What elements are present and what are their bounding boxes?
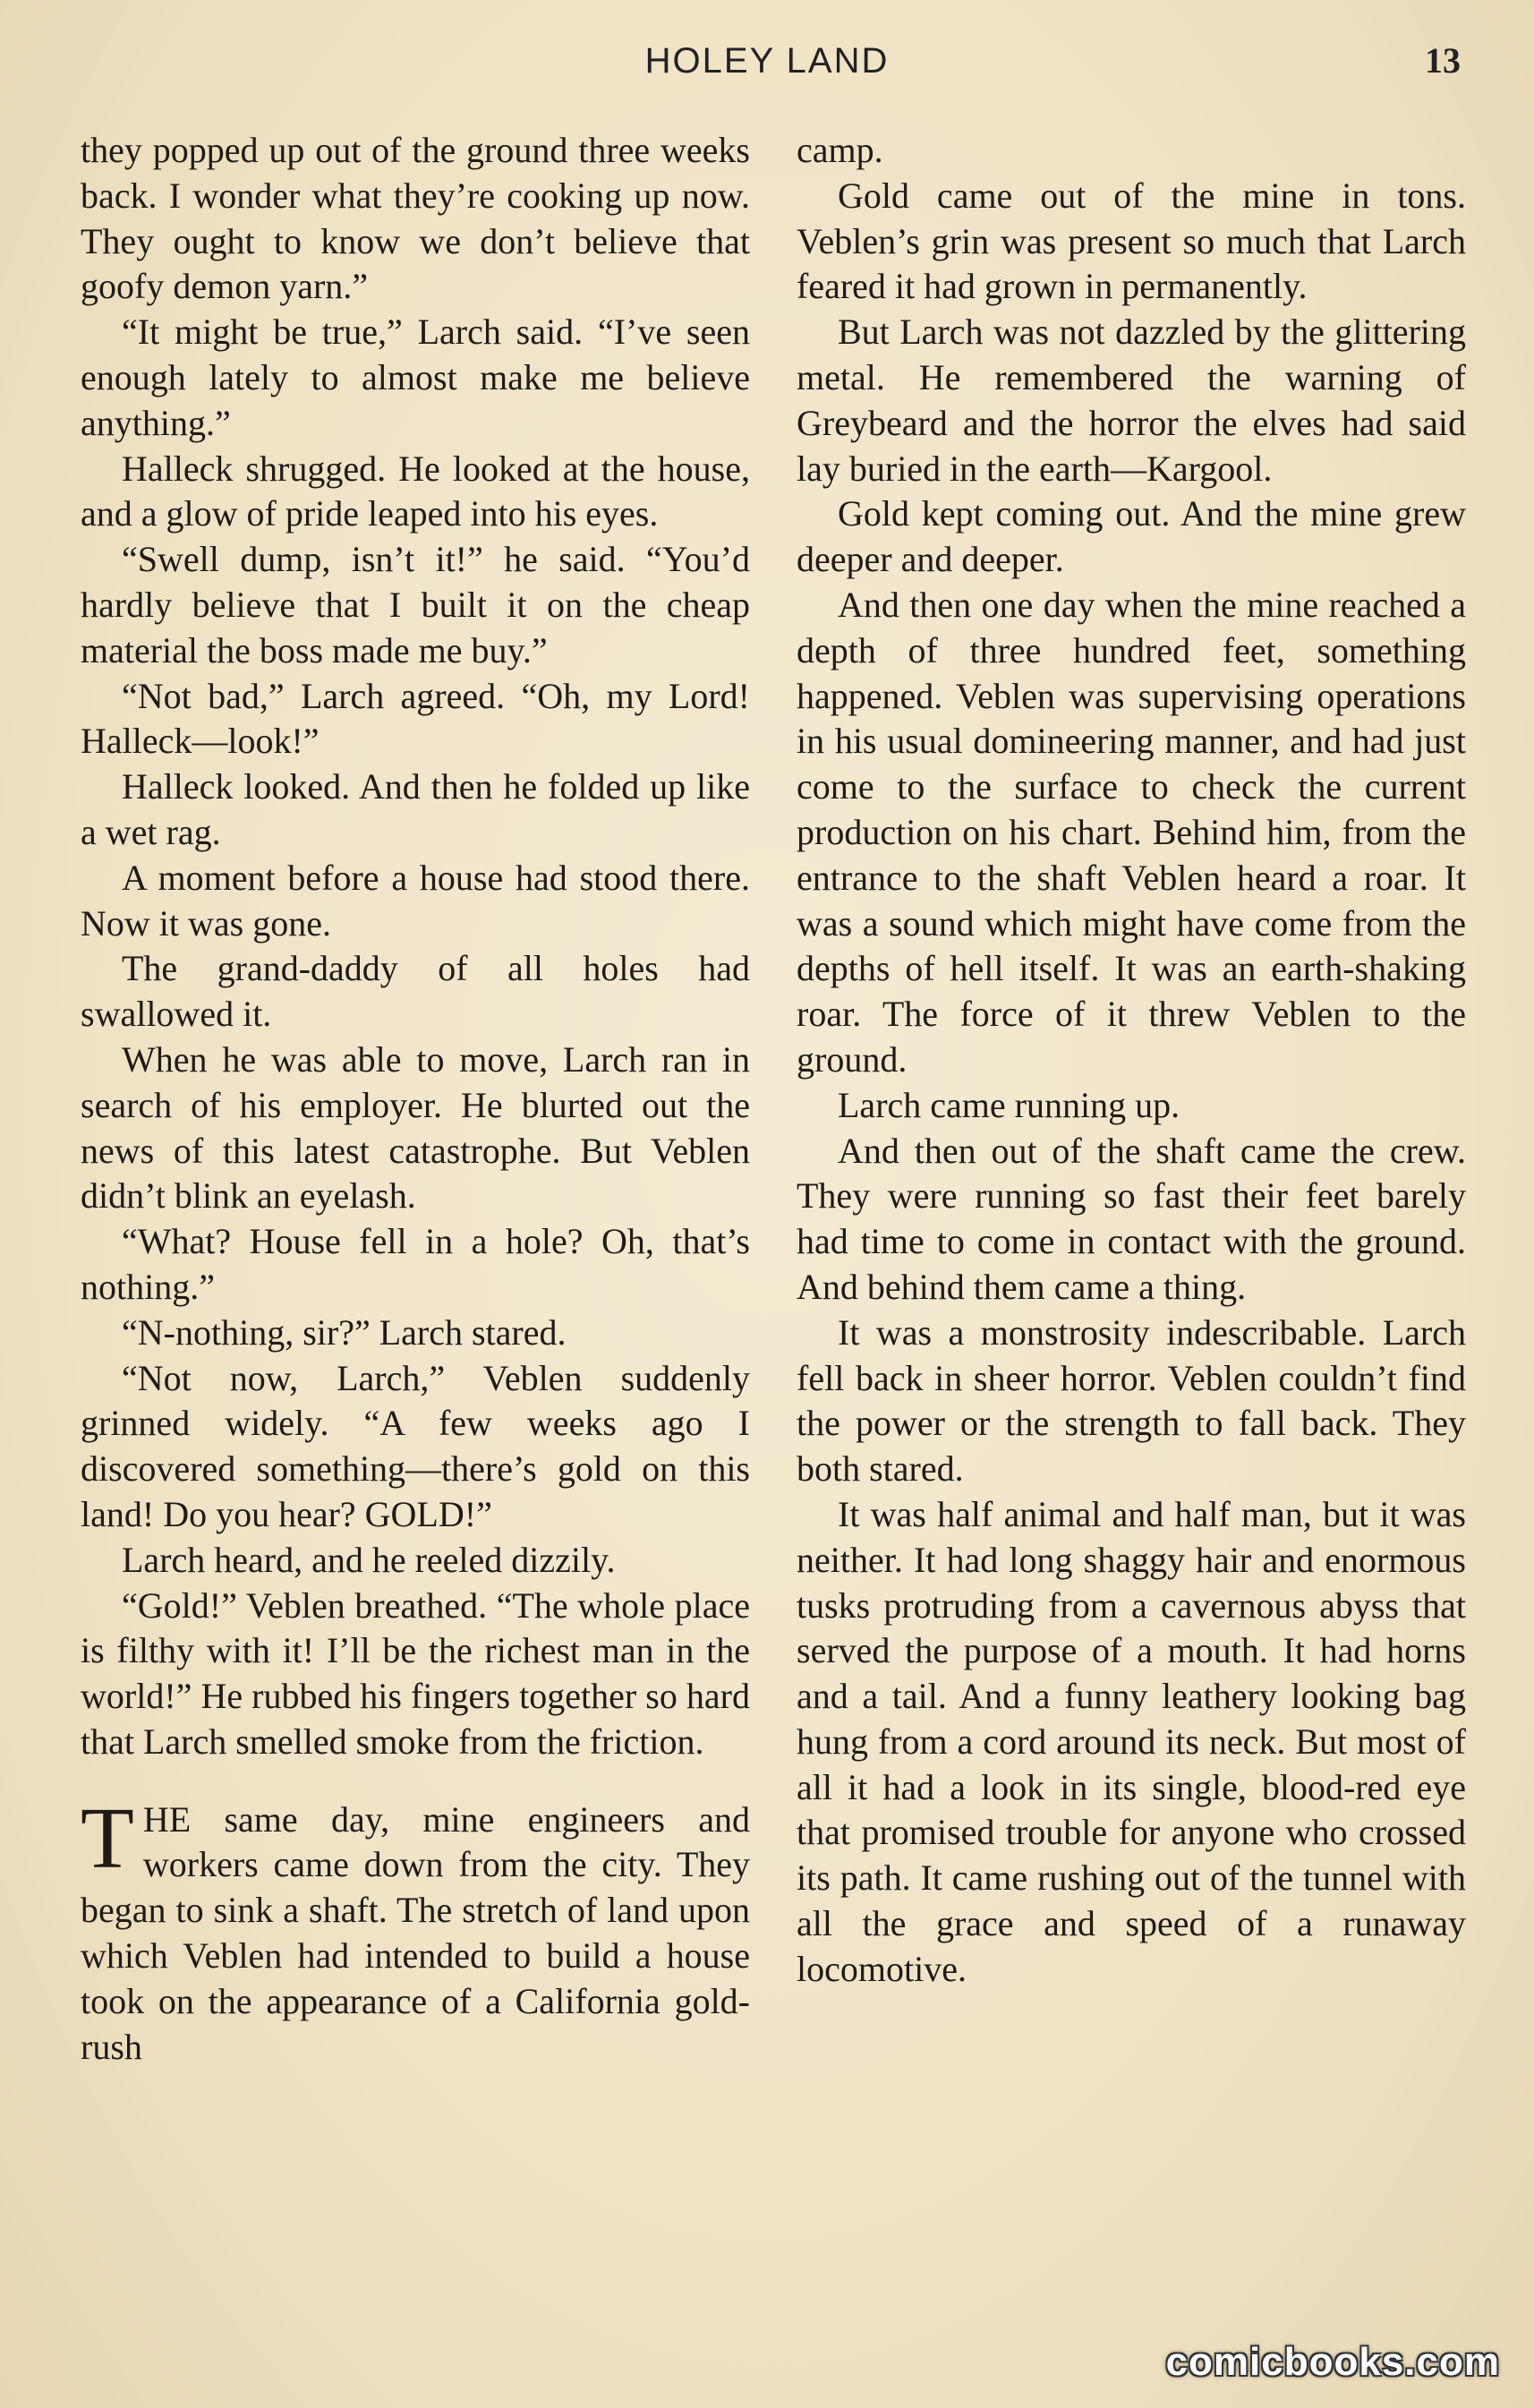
paragraph: “Gold!” Veblen breathed. “The whole place is filthy with it! I’ll be the richest man in the world!” He rubbed his fingers together so hard that Larch smelled smoke from the friction. bbox=[81, 1584, 750, 1762]
paragraph: “Not bad,” Larch agreed. “Oh, my Lord! Halleck—look!” bbox=[81, 675, 750, 762]
paragraph: Gold kept coming out. And the mine grew deeper and deeper. bbox=[797, 493, 1466, 580]
section-opening-paragraph bbox=[81, 1789, 750, 2071]
paragraph: The grand-daddy of all holes had swallowed it. bbox=[81, 948, 750, 1035]
paragraph: But Larch was not dazzled by the glittering metal. He remembered the warning of Greybeard and the horror the elves had said lay buried in the earth—Kargool. bbox=[797, 312, 1466, 489]
paragraph: “It might be true,” Larch said. “I’ve seen enough lately to almost make me believe anything.” bbox=[81, 312, 750, 443]
paragraph: Larch heard, and he reeled dizzily. bbox=[122, 1539, 616, 1580]
paragraph: Halleck shrugged. He looked at the house, and a glow of pride leaped into his eyes. bbox=[81, 448, 750, 534]
section-opening-text: HE same day, mine engineers and workers came down from the city. They began to sink a shaft. The stretch of land upon which Veblen had intended to build a house took on the appearance of a California gold-rush bbox=[81, 1798, 750, 2067]
paragraph: camp. bbox=[797, 130, 883, 170]
section-break bbox=[81, 1765, 750, 1797]
paragraph: Larch came running up. bbox=[838, 1084, 1180, 1125]
paragraph: “Swell dump, isn’t it!” he said. “You’d hardly believe that I built it on the cheap material the boss made me buy.” bbox=[81, 539, 750, 670]
paragraph: Halleck looked. And then he folded up like a wet rag. bbox=[81, 766, 750, 852]
paragraph: And then one day when the mine reached a depth of three hundred feet, something happened. Veblen was supervising operations in his usual domineering manner, and had just come to the surface to check the current production on his chart. Behind him, from the entrance to the shaft Veblen heard a roar. It was a sound which might have come from the depths of hell itself. It was an earth-shaking roar. The force of it threw Veblen to the ground. bbox=[797, 584, 1466, 1080]
left-column bbox=[81, 128, 750, 2070]
page-number: 13 bbox=[1425, 40, 1461, 81]
paragraph: When he was able to move, Larch ran in search of his employer. He blurted out the news of this latest catastrophe. But Veblen didn’t blink an eyelash. bbox=[81, 1038, 750, 1217]
paragraph: “What? House fell in a hole? Oh, that’s nothing.” bbox=[81, 1221, 750, 1307]
drop-cap: T bbox=[81, 1789, 134, 1887]
right-column bbox=[797, 128, 1466, 1993]
paragraph: A moment before a house had stood there. Now it was gone. bbox=[81, 857, 750, 944]
paragraph: It was half animal and half man, but it was neither. It had long shaggy hair and enormous tusks protruding from a cavernous abyss that served the purpose of a mouth. It had horns and a tail. And a funny leathery looking bag hung from a cord around its neck. But most of all it had a look in its single, blood-red eye that promised trouble for anyone who crossed its path. It came rushing out of the tunnel with all the grace and speed of a runaway locomotive. bbox=[797, 1493, 1466, 1989]
paragraph: “N-nothing, sir?” Larch stared. bbox=[122, 1311, 567, 1353]
paragraph: “Not now, Larch,” Veblen suddenly grinned widely. “A few weeks ago I discovered something—there’s gold on this land! Do you hear? GOLD!” bbox=[81, 1357, 750, 1534]
page-header bbox=[0, 38, 1534, 91]
paragraph: It was a monstrosity indescribable. Larch fell back in sheer horror. Veblen couldn’t find the power or the strength to fall back. They both stared. bbox=[797, 1311, 1466, 1490]
paragraph: And then out of the shaft came the crew. They were running so fast their feet barely had time to come in contact with the ground. And behind them came a thing. bbox=[797, 1130, 1466, 1307]
site-watermark: comicbooks.com bbox=[1165, 2340, 1500, 2384]
paragraph: they popped up out of the ground three weeks back. I wonder what they’re cooking up now. They ought to know we don’t believe that goofy demon yarn.” bbox=[81, 130, 750, 307]
paragraph: Gold came out of the mine in tons. Veblen’s grin was present so much that Larch feared it had grown in permanently. bbox=[797, 175, 1466, 307]
running-title: HOLEY LAND bbox=[644, 41, 890, 81]
